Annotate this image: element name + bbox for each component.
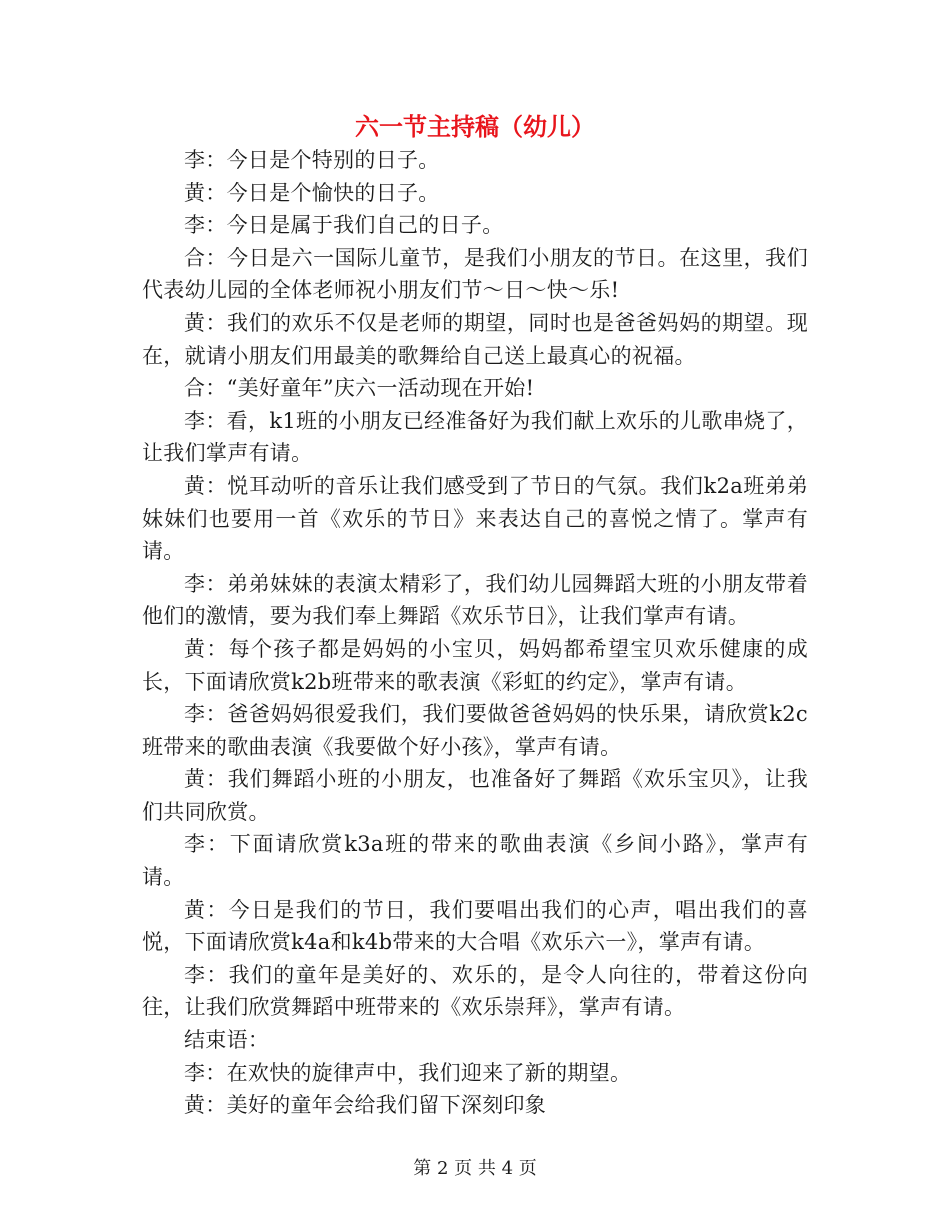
paragraph: 李：今日是个特别的日子。 (184, 148, 440, 172)
paragraph: 黄：每个孩子都是妈妈的小宝贝，妈妈都希望宝贝欢乐健康的成长，下面请欣赏k2b班带来的歌表演《彩虹的约定》，掌声有请。 (142, 636, 808, 694)
paragraph: 黄：我们舞蹈小班的小朋友，也准备好了舞蹈《欢乐宝贝》，让我们共同欣赏。 (142, 767, 808, 824)
paragraph: 合：今日是六一国际儿童节，是我们小朋友的节日。在这里，我们代表幼儿园的全体老师祝小朋友们节～日～快～乐! (142, 245, 808, 303)
paragraph: 黄：悦耳动听的音乐让我们感受到了节日的气氛。我们k2a班弟弟妹妹们也要用一首《欢乐的节日》来表达自己的喜悦之情了。掌声有请。 (142, 473, 808, 564)
paragraph: 李：下面请欣赏k3a班的带来的歌曲表演《乡间小路》，掌声有请。 (142, 832, 808, 890)
paragraph: 李：我们的童年是美好的、欢乐的，是令人向往的，带着这份向往，让我们欣赏舞蹈中班带来的《欢乐崇拜》，掌声有请。 (142, 962, 808, 1020)
paragraph: 李：看，k1班的小朋友已经准备好为我们献上欢乐的儿歌串烧了，让我们掌声有请。 (142, 408, 808, 466)
closing-heading: 结束语： (184, 1028, 270, 1053)
paragraph: 黄：我们的欢乐不仅是老师的期望，同时也是爸爸妈妈的期望。现在，就请小朋友们用最美的歌舞给自己送上最真心的祝福。 (142, 310, 808, 368)
document-title: 六一节主持稿（幼儿） (355, 113, 595, 141)
page-footer: 第 2 页 共 4 页 (413, 1158, 537, 1179)
paragraph: 黄：美好的童年会给我们留下深刻印象 (184, 1093, 547, 1118)
paragraph: 李：在欢快的旋律声中，我们迎来了新的期望。 (184, 1060, 632, 1085)
paragraph: 李：弟弟妹妹的表演太精彩了，我们幼儿园舞蹈大班的小朋友带着他们的激情，要为我们奉上舞蹈《欢乐节日》，让我们掌声有请。 (142, 571, 808, 629)
paragraph: 合：“美好童年”庆六一活动现在开始! (184, 376, 535, 401)
document-body (142, 144, 808, 1122)
paragraph: 李：爸爸妈妈很爱我们，我们要做爸爸妈妈的快乐果，请欣赏k2c班带来的歌曲表演《我要做个好小孩》，掌声有请。 (142, 702, 808, 759)
paragraph: 李：今日是属于我们自己的日子。 (184, 213, 504, 238)
paragraph: 黄：今日是个愉快的日子。 (184, 180, 440, 205)
paragraph: 黄：今日是我们的节日，我们要唱出我们的心声，唱出我们的喜悦，下面请欣赏k4a和k4b带来的大合唱《欢乐六一》，掌声有请。 (142, 897, 808, 955)
